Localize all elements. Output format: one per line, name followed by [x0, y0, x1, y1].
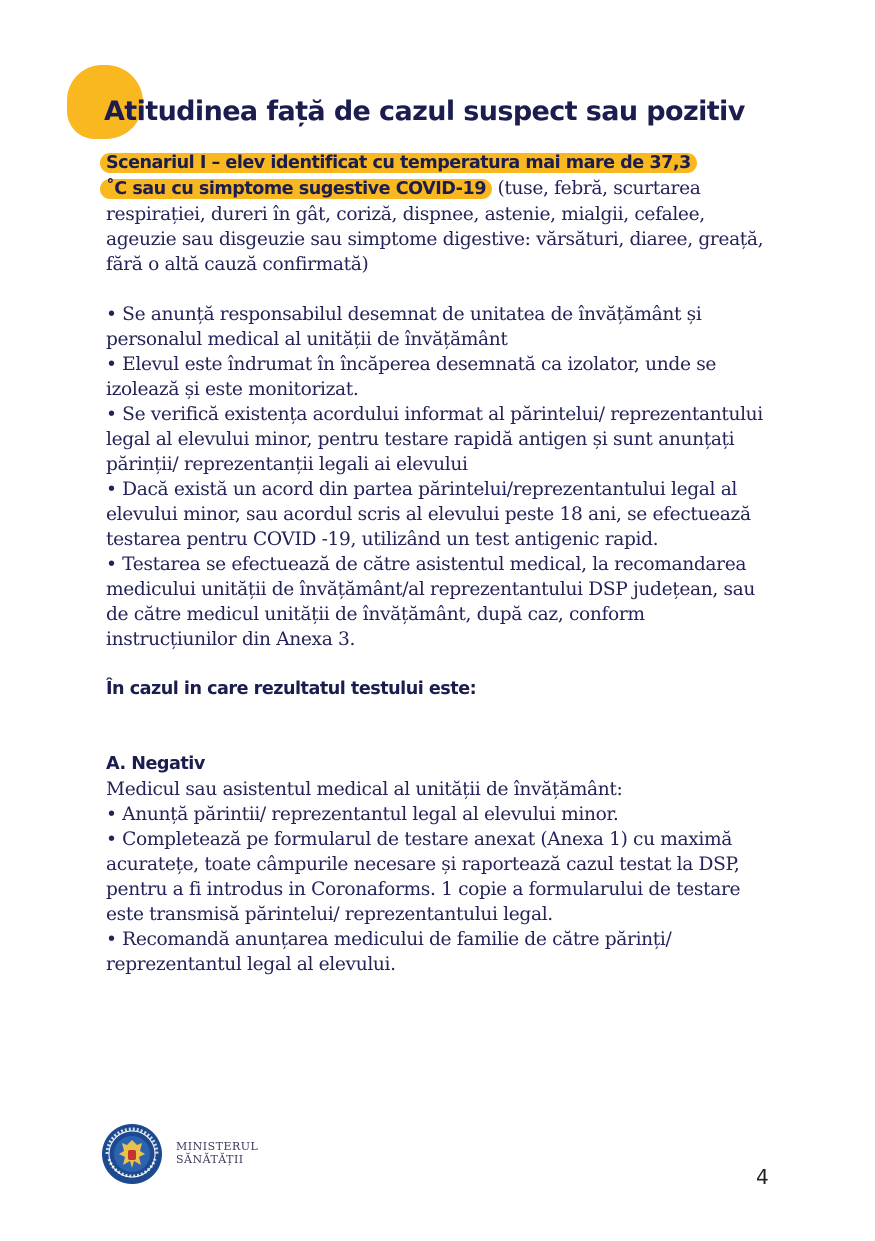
ministry-line1: MINISTERUL [176, 1140, 259, 1153]
negative-intro: Medicul sau asistentul medical al unității de învățământ: [106, 779, 623, 800]
document-body [106, 150, 776, 977]
scenario-title-line1: Scenariul I – elev identificat cu temperatura mai mare de 37,3 [106, 153, 691, 173]
page-number: 4 [756, 1165, 769, 1189]
bullet-item: • Se anunță responsabilul desemnat de unitatea de învățământ și personalul medical al unității de învățământ [106, 304, 702, 350]
bullet-item: • Se verifică existența acordului informat al părintelui/ reprezentantului legal al elevului minor, pentru testare rapidă antigen și sunt anunțați părinții/ reprezentanții legali ai elevului [106, 404, 763, 475]
bullet-item: • Dacă există un acord din partea părintelui/reprezentantului legal al elevului minor, sau acordul scris al elevului peste 18 ani, se efectuează testarea pentru COVID -19, utilizând un test antigenic rapid. [106, 479, 751, 550]
scenario-title-line2: ˚C sau cu simptome sugestive COVID-19 [106, 179, 486, 199]
negative-item: • Anunță părintii/ reprezentantul legal al elevului minor. [106, 804, 619, 825]
negative-heading: A. Negativ [106, 754, 205, 774]
page-title: Atitudinea față de cazul suspect sau pozitiv [104, 96, 745, 127]
bullet-item: • Testarea se efectuează de către asistentul medical, la recomandarea medicului unității de învățământ/al reprezentantului DSP județean, sau de către medicul unității de învățământ, după caz, conform instrucțiunilor din Anexa 3. [106, 554, 756, 650]
bullet-item: • Elevul este îndrumat în încăperea desemnată ca izolator, unde se izolează și este monitorizat. [106, 354, 717, 400]
scenario-symptoms: (tuse, febră, scurtarea respirației, dureri în gât, coriză, dispnee, astenie, mialgii, cefalee, ageuzie sau disgeuzie sau simptome digestive: vărsături, diaree, greață, fără o altă cauză confirmată) [106, 178, 764, 275]
result-heading: În cazul in care rezultatul testului este: [106, 679, 477, 699]
ministry-name [176, 1140, 258, 1166]
government-seal-icon [101, 1123, 163, 1185]
ministry-line2: SĂNĂTĂȚII [176, 1153, 244, 1166]
negative-item: • Recomandă anunțarea medicului de familie de către părinți/ reprezentantul legal al elevului. [106, 929, 672, 975]
negative-item: • Completează pe formularul de testare anexat (Anexa 1) cu maximă acuratețe, toate câmpurile necesare și raportează cazul testat la DSP, pentru a fi introdus in Coronaforms. 1 copie a formularului de testare este transmisă părintelui/ reprezentantului legal. [106, 829, 741, 925]
scenario-paragraph [106, 150, 776, 277]
